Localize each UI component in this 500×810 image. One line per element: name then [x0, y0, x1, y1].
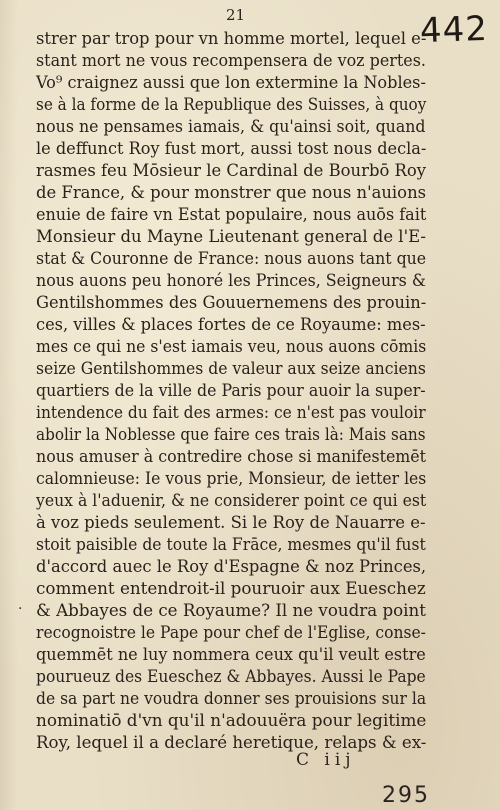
handwritten-page-number: 442 — [419, 8, 489, 52]
text-line: nous amuser à contredire chose si manifestemēt — [36, 447, 427, 467]
text-line: d'accord auec le Roy d'Espagne & noz Princes, — [36, 557, 427, 577]
text-line: calomnieuse: Ie vous prie, Monsieur, de ietter les — [36, 469, 427, 489]
text-line: yeux à l'aduenir, & ne considerer point ce qui est — [36, 491, 427, 511]
text-line: comment entendroit-il pouruoir aux Eueschez — [36, 579, 426, 599]
text-line: & Abbayes de ce Royaume? Il ne voudra point — [36, 601, 426, 621]
text-line: de France, & pour monstrer que nous n'auions — [36, 183, 427, 203]
text-line: recognoistre le Pape pour chef de l'Eglise, conse- — [36, 623, 426, 643]
text-line: stoit paisible de toute la Frāce, mesmes qu'il fust — [36, 535, 426, 555]
text-line: mes ce qui ne s'est iamais veu, nous auons cōmis — [36, 337, 427, 357]
text-line: se à la forme de la Republique des Suisses, à quoy — [36, 95, 427, 115]
text-line: pourueuz des Eueschez & Abbayes. Aussi le Pape — [36, 667, 426, 687]
page-number: 21 — [226, 6, 246, 24]
text-line: le deffunct Roy fust mort, aussi tost nous decla- — [36, 139, 427, 159]
text-line: strer par trop pour vn homme mortel, lequel e- — [36, 29, 427, 49]
text-line: Gentilshommes des Gouuernemens des prouin- — [36, 293, 427, 313]
text-line: stat & Couronne de France: nous auons tant que — [36, 249, 427, 269]
signature-mark: C iij — [296, 750, 356, 770]
body-text — [36, 28, 426, 754]
text-line: nous ne pensames iamais, & qu'ainsi soit, quand — [36, 117, 426, 137]
text-line: stant mort ne vous recompensera de voz pertes. — [36, 51, 426, 71]
text-line: ces, villes & places fortes de ce Royaume: mes- — [36, 315, 426, 335]
text-line: rasmes feu Mōsieur le Cardinal de Bourbō Roy — [36, 161, 427, 181]
handwritten-footer-number: 295 — [382, 783, 430, 808]
text-line: de sa part ne voudra donner ses prouisions sur la — [36, 689, 427, 709]
text-line: quemmēt ne luy nommera ceux qu'il veult estre — [36, 645, 426, 665]
text-line: seize Gentilshommes de valeur aux seize anciens — [36, 359, 426, 379]
text-line: enuie de faire vn Estat populaire, nous auōs fait — [36, 205, 427, 225]
text-line: intendence du fait des armes: ce n'est pas vouloir — [36, 403, 426, 423]
text-line: nous auons peu honoré les Princes, Seigneurs & — [36, 271, 426, 291]
text-line: à voz pieds seulement. Si le Roy de Nauarre e- — [36, 513, 426, 533]
text-line: Monsieur du Mayne Lieutenant general de l'E- — [36, 227, 426, 247]
text-line: quartiers de la ville de Paris pour auoir la super- — [36, 381, 426, 401]
text-line: Roy, lequel il a declaré heretique, relaps & ex- — [36, 733, 427, 753]
text-line: nominatiō d'vn qu'il n'adouuëra pour legitime — [36, 711, 427, 731]
margin-mark: . — [18, 597, 23, 613]
text-line: Vo⁹ craignez aussi que lon extermine la Nobles- — [36, 73, 426, 93]
text-line: abolir la Noblesse que faire ces trais là: Mais sans — [36, 425, 426, 445]
